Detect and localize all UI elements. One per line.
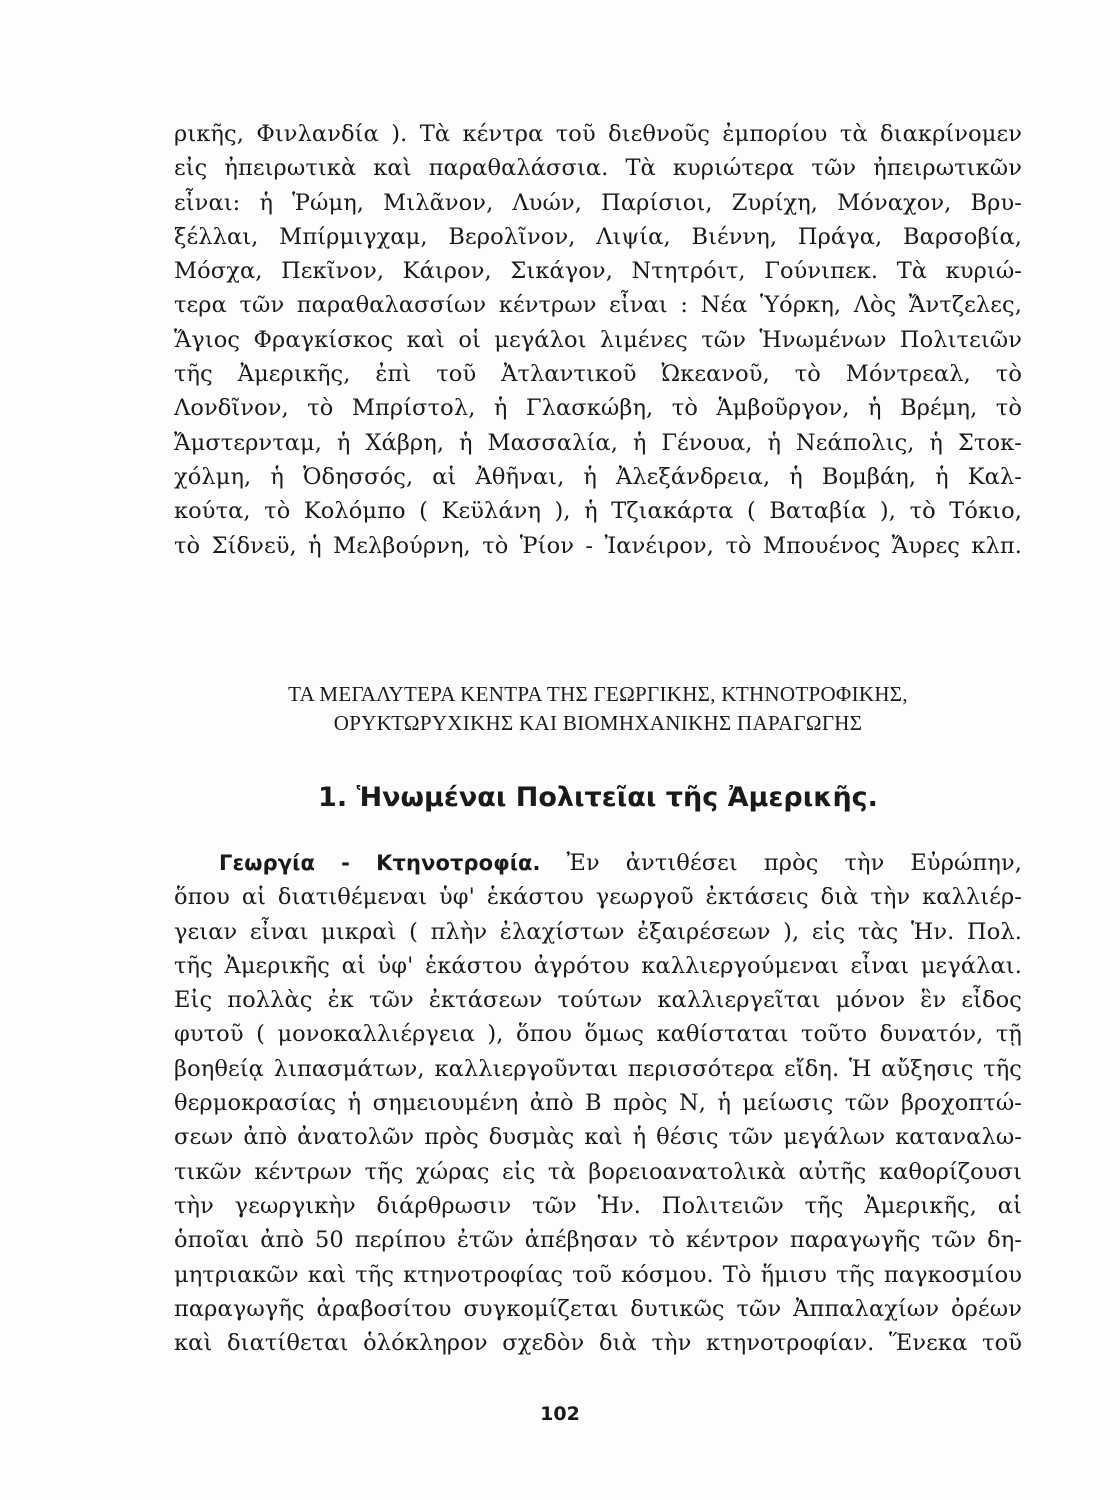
text-line: κούτα, τὸ Κολόμπο ( Κεϋλάνη ), ἡ Τζιακάρτα ( Βαταβία ), τὸ Τόκιο, xyxy=(174,498,1022,525)
text-line: τῆς Ἀμερικῆς, ἐπὶ τοῦ Ἀτλαντικοῦ Ὠκεανοῦ, τὸ Μόντρεαλ, τὸ xyxy=(174,361,1022,388)
caps-heading-line-2: ΟΡΥΚΤΩΡΥΧΙΚΗΣ ΚΑΙ ΒΙΟΜΗΧΑΝΙΚΗΣ ΠΑΡΑΓΩΓΗΣ xyxy=(333,711,863,735)
text-line: ὅπου αἱ διατιθέμεναι ὑφ' ἑκάστου γεωργοῦ ἐκτάσεις διὰ τὴν καλλιέρ- xyxy=(174,884,1022,911)
section-title: 1. Ἡνωμέναι Πολιτεῖαι τῆς Ἀμερικῆς. xyxy=(318,782,878,813)
text-line: ρικῆς, Φινλανδία ). Τὰ κέντρα τοῦ διεθνοῦς ἐμπορίου τὰ διακρίνομεν xyxy=(174,121,1022,147)
text-line: ξέλλαι, Μπίρμιγχαμ, Βερολῖνον, Λιψία, Βιέννη, Πράγα, Βαρσοβία, xyxy=(174,223,1022,250)
first-line-rest: Ἐν ἀντιθέσει πρὸς τὴν Εὐρώπην, xyxy=(540,850,1022,876)
text-line: τῆς Ἀμερικῆς αἱ ὑφ' ἑκάστου ἀγρότου καλλιεργούμεναι εἶναι μεγάλαι. xyxy=(174,952,1022,979)
caps-heading xyxy=(174,680,1022,738)
text-line: τὴν γεωργικὴν διάρθρωσιν τῶν Ἡν. Πολιτειῶν τῆς Ἀμερικῆς, αἱ xyxy=(174,1192,1022,1219)
text-line: εἶναι: ἡ Ῥώμη, Μιλᾶνον, Λυών, Παρίσιοι, Ζυρίχη, Μόναχον, Βρυ- xyxy=(174,189,1022,216)
text-line: εἰς ἠπειρωτικὰ καὶ παραθαλάσσια. Τὰ κυριώτερα τῶν ἠπειρωτικῶν xyxy=(174,155,1022,182)
text-line: τικῶν κέντρων τῆς χώρας εἰς τὰ βορειοανατολικὰ αὐτῆς καθορίζουσι xyxy=(174,1158,1022,1185)
caps-heading-line-1: ΤΑ ΜΕΓΑΛΥΤΕΡΑ ΚΕΝΤΡΑ ΤΗΣ ΓΕΩΡΓΙΚΗΣ, ΚΤΗΝΟΤΡΟΦΙΚΗΣ, xyxy=(288,682,908,706)
page-number: 102 xyxy=(540,1403,580,1425)
body-paragraph xyxy=(174,846,1022,1360)
text-line-first xyxy=(174,846,1022,880)
text-line: τὸ Σίδνεϋ, ἡ Μελβούρνη, τὸ Ῥίον - Ἰανέιρον, τὸ Μπουένος Ἄυρες κλπ. xyxy=(174,532,1022,559)
text-line: Λονδῖνον, τὸ Μπρίστολ, ἡ Γλασκώβη, τὸ Ἁμβοῦργον, ἡ Βρέμη, τὸ xyxy=(174,395,1022,422)
text-line: γειαν εἶναι μικραὶ ( πλὴν ἐλαχίστων ἐξαιρέσεων ), εἰς τὰς Ἡν. Πολ. xyxy=(174,918,1022,945)
text-line: φυτοῦ ( μονοκαλλιέργεια ), ὅπου ὅμως καθίσταται τοῦτο δυνατόν, τῇ xyxy=(174,1021,1022,1048)
text-line: καὶ διατίθεται ὁλόκληρον σχεδὸν διὰ τὴν κτηνοτροφίαν. Ἕνεκα τοῦ xyxy=(174,1330,1022,1357)
text-line: Ἄμστερνταμ, ἡ Χάβρη, ἡ Μασσαλία, ἡ Γένουα, ἡ Νεάπολις, ἡ Στοκ- xyxy=(174,429,1022,456)
paragraph-lead: Γεωργία - Κτηνοτροφία. xyxy=(219,851,541,875)
text-line: χόλμη, ἡ Ὀδησσός, αἱ Ἀθῆναι, ἡ Ἀλεξάνδρεια, ἡ Βομβάη, ἡ Καλ- xyxy=(174,463,1022,490)
text-line: σεων ἀπὸ ἀνατολῶν πρὸς δυσμὰς καὶ ἡ θέσις τῶν μεγάλων καταναλω- xyxy=(174,1124,1022,1151)
text-line: τερα τῶν παραθαλασσίων κέντρων εἶναι : Νέα Ὑόρκη, Λὸς Ἄντζελες, xyxy=(174,292,1022,319)
text-line: βοηθείᾳ λιπασμάτων, καλλιεργοῦνται περισσότερα εἴδη. Ἡ αὔξησις τῆς xyxy=(174,1055,1022,1082)
text-line: μητριακῶν καὶ τῆς κτηνοτροφίας τοῦ κόσμου. Τὸ ἥμισυ τῆς παγκοσμίου xyxy=(174,1261,1022,1288)
text-line: Ἅγιος Φραγκίσκος καὶ οἱ μεγάλοι λιμένες τῶν Ἡνωμένων Πολιτειῶν xyxy=(174,326,1022,353)
top-paragraph xyxy=(174,117,1022,563)
text-line: θερμοκρασίας ἡ σημειουμένη ἀπὸ Β πρὸς Ν, ἡ μείωσις τῶν βροχοπτώ- xyxy=(174,1090,1022,1117)
text-line: Εἰς πολλὰς ἐκ τῶν ἐκτάσεων τούτων καλλιεργεῖται μόνον ἓν εἶδος xyxy=(174,987,1022,1014)
text-line: παραγωγῆς ἀραβοσίτου συγκομίζεται δυτικῶς τῶν Ἀππαλαχίων ὀρέων xyxy=(174,1295,1022,1322)
text-line: Μόσχα, Πεκῖνον, Κάιρον, Σικάγον, Ντητρόιτ, Γούνιπεκ. Τὰ κυριώ- xyxy=(174,258,1022,285)
text-line: ὁποῖαι ἀπὸ 50 περίπου ἐτῶν ἀπέβησαν τὸ κέντρον παραγωγῆς τῶν δη- xyxy=(174,1227,1022,1254)
